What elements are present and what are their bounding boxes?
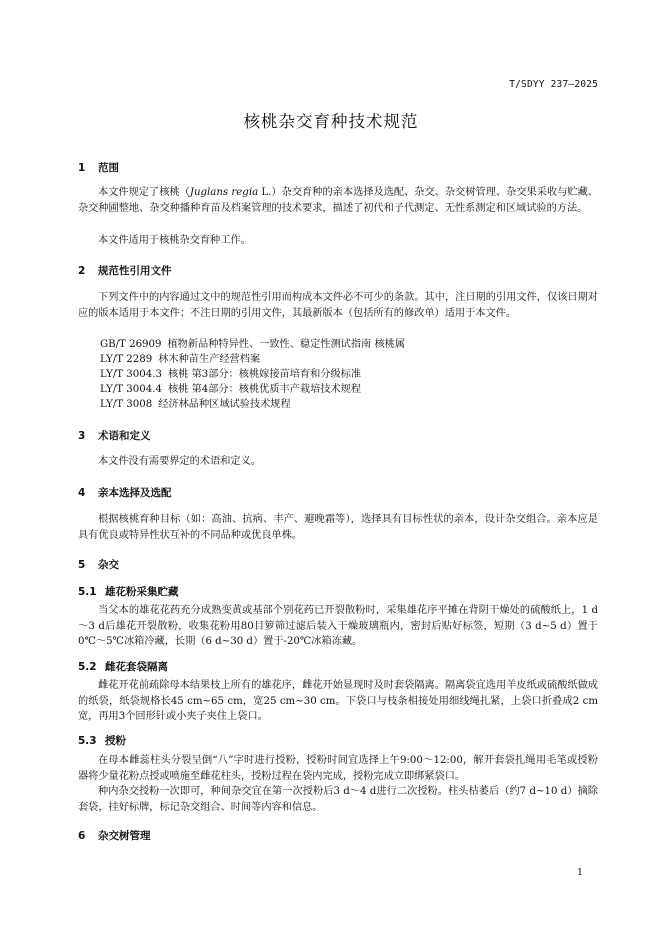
latin-name: Juglans regia xyxy=(189,187,259,198)
section-3-paragraph-1: 本文件没有需要界定的术语和定义。 xyxy=(98,456,261,467)
section-number: 1 xyxy=(78,162,86,174)
section-title: 雄花粉采集贮藏 xyxy=(105,586,179,598)
standard-id: T/SDYY 237—2025 xyxy=(509,79,598,90)
section-5-3-heading xyxy=(78,733,126,748)
section-title: 规范性引用文件 xyxy=(98,265,172,277)
section-5-heading xyxy=(78,557,119,572)
section-title: 杂交 xyxy=(98,559,119,571)
section-number: 5.2 xyxy=(78,661,97,673)
section-1-paragraph-2: 本文件适用于核桃杂交育种工作。 xyxy=(98,235,251,246)
section-title: 术语和定义 xyxy=(98,430,151,442)
section-number: 4 xyxy=(78,487,86,499)
section-number: 6 xyxy=(78,830,86,842)
section-1-heading xyxy=(78,160,119,175)
section-5-2-paragraph-1: 雌花开花前疏除母本结果枝上所有的雄花序，雌花开始显现时及时套袋隔离。隔离袋宜选用羊皮纸或硫酸纸做成的纸袋，纸袋规格长45 cm~65 cm，宽25 cm~30 cm。下袋口与枝条相接处用细线绳扎紧，上袋口折叠成2 cm宽，再用3个回形针或小夹子夹住上袋口。 xyxy=(78,680,598,723)
section-title: 杂交树管理 xyxy=(98,830,151,842)
section-number: 3 xyxy=(78,430,86,442)
section-4-heading xyxy=(78,485,172,500)
section-2-heading xyxy=(78,263,172,278)
section-title: 亲本选择及选配 xyxy=(98,487,172,499)
reference-item: LY/T 3008 经济林品种区域试验技术规程 xyxy=(100,399,291,410)
section-5-1-heading xyxy=(78,584,179,599)
section-5-2-heading xyxy=(78,659,168,674)
section-number: 5 xyxy=(78,559,86,571)
section-6-heading xyxy=(78,828,151,843)
section-4-paragraph-1: 根据核桃育种目标（如：高油、抗病、丰产、避晚霜等），选择具有目标性状的亲本，设计杂交组合。亲本应是具有优良或特异性状互补的不同品种或优良单株。 xyxy=(78,514,598,541)
reference-item: GB/T 26909 植物新品种特异性、一致性、稳定性测试指南 核桃属 xyxy=(100,339,406,350)
section-title: 授粉 xyxy=(105,735,126,747)
page-number: 1 xyxy=(576,867,583,878)
section-number: 2 xyxy=(78,265,86,277)
section-5-1-paragraph-1: 当父本的雄花花药充分成熟变黄或基部个别花药已开裂散粉时，采集雄花序平摊在背阴干燥处的硫酸纸上，1 d～3 d后雄花开裂散粉，收集花粉用80目箩筛过滤后装入干燥玻璃瓶内，密封后贴好标签，短期（3 d~5 d）置于0℃～5℃冰箱冷藏，长期（6 d~30 d）置于-20℃冰箱冻藏。 xyxy=(78,605,598,648)
reference-item: LY/T 2289 林木种苗生产经营档案 xyxy=(100,354,261,365)
section-3-heading xyxy=(78,428,151,443)
document-title: 核桃杂交育种技术规范 xyxy=(243,112,419,131)
section-1-paragraph-1: 本文件规定了核桃（Juglans regia L.）杂交育种的亲本选择及选配、杂交、杂交树管理、杂交果采收与贮藏、杂交种圃整地、杂交种播种育苗及档案管理的技术要求，描述了初代和子代测定、无性系测定和区域试验的方法。 xyxy=(78,187,598,214)
section-title: 雌花套袋隔离 xyxy=(105,661,168,673)
section-title: 范围 xyxy=(98,162,119,174)
section-2-paragraph-1: 下列文件中的内容通过文中的规范性引用而构成本文件必不可少的条款。其中，注日期的引用文件，仅该日期对应的版本适用于本文件；不注日期的引用文件，其最新版本（包括所有的修改单）适用于本文件。 xyxy=(78,292,598,319)
section-5-3-paragraph-1: 在母本雌蕊柱头分裂呈倒“八”字时进行授粉，授粉时间宜选择上午9:00～12:00，解开套袋扎绳用毛笔或授粉器将少量花粉点授或喷施至雌花柱头，授粉过程在袋内完成，授粉完成立即绑紧袋口。 xyxy=(78,755,598,782)
section-number: 5.3 xyxy=(78,735,97,747)
reference-item: LY/T 3004.3 核桃 第3部分：核桃嫁接苗培育和分级标准 xyxy=(100,369,362,380)
reference-item: LY/T 3004.4 核桃 第4部分：核桃优质丰产栽培技术规程 xyxy=(100,384,362,395)
section-5-3-paragraph-2: 种内杂交授粉一次即可，种间杂交宜在第一次授粉后3 d～4 d进行二次授粉。柱头枯萎后（约7 d~10 d）摘除套袋，挂好标牌，标记杂交组合、时间等内容和信息。 xyxy=(78,786,598,813)
section-number: 5.1 xyxy=(78,586,97,598)
